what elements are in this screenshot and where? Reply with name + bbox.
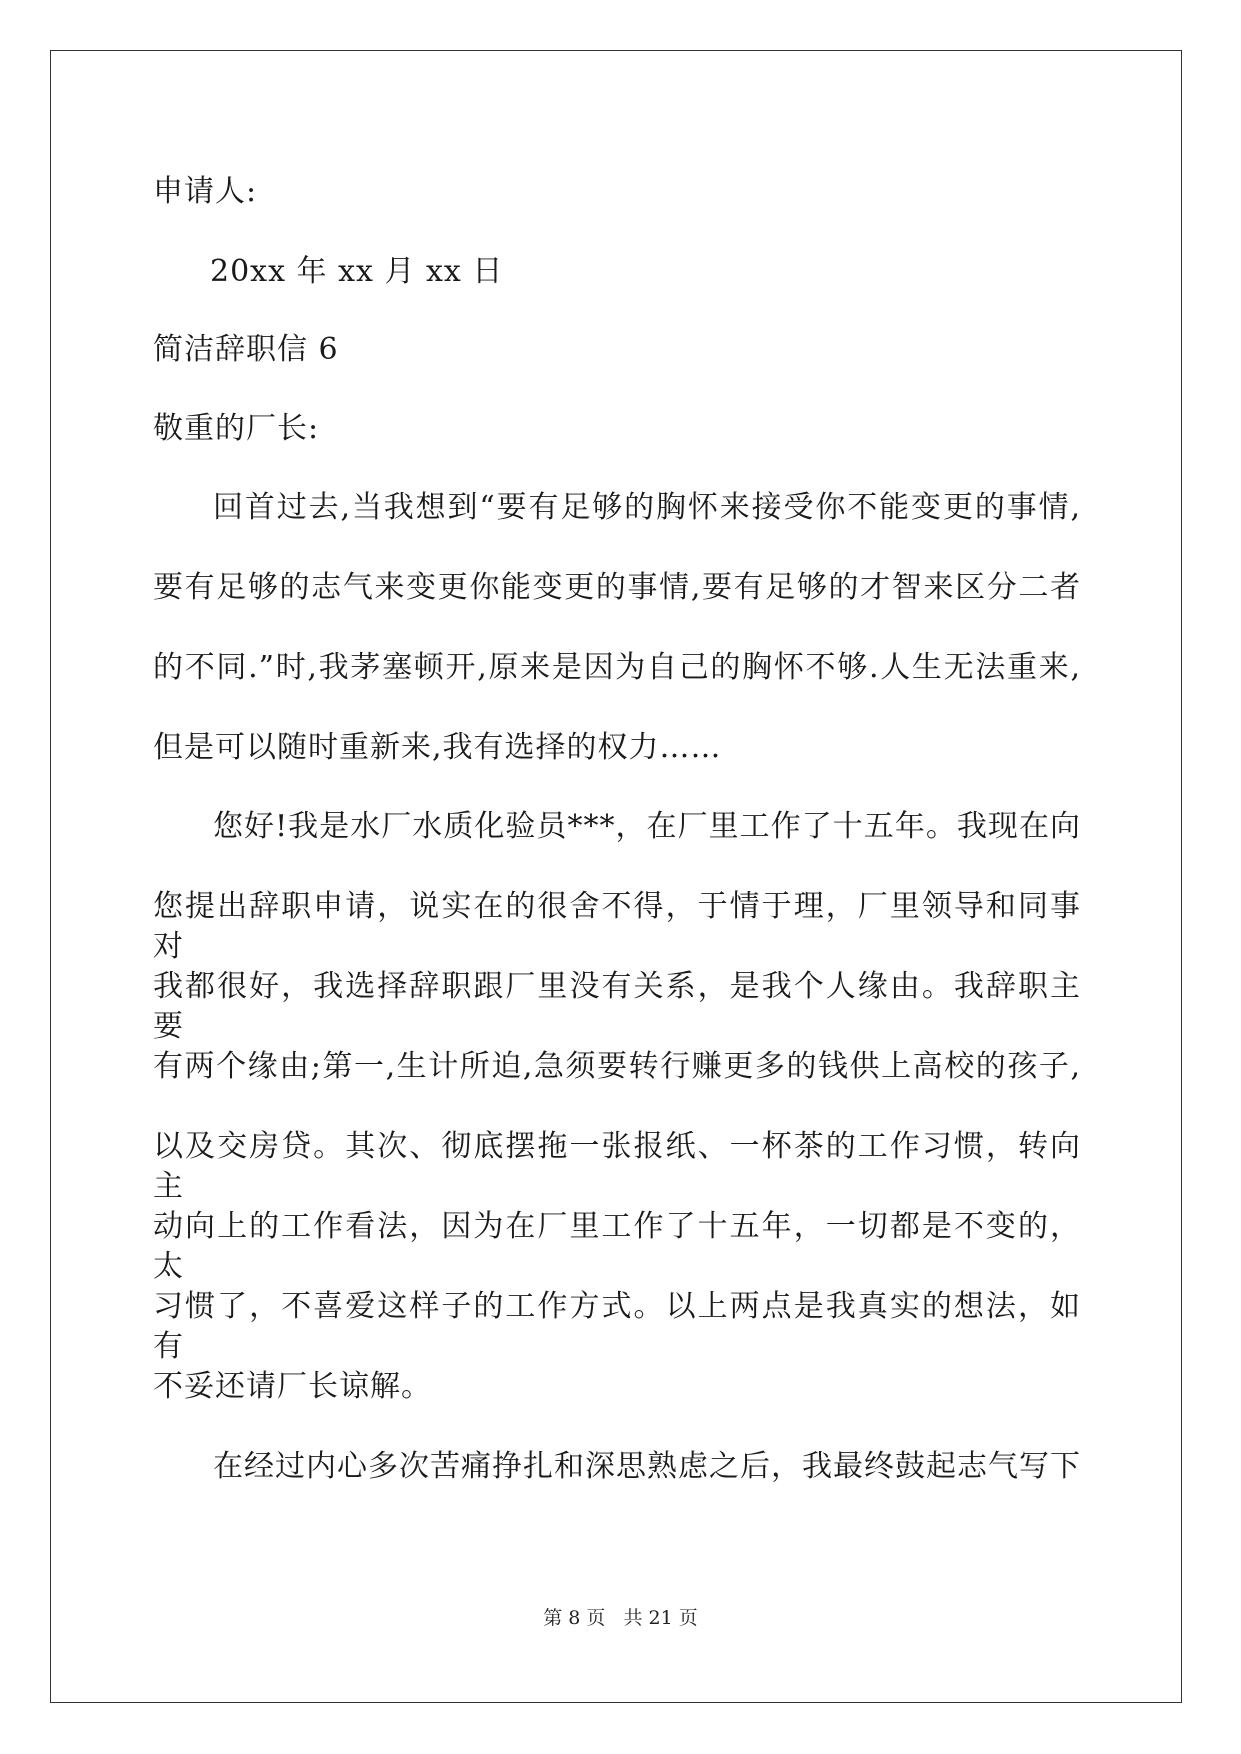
paragraph-line: 的不同.”时,我茅塞顿开,原来是因为自己的胸怀不够.人生无法重来, <box>153 650 1081 685</box>
letter-title: 简洁辞职信 6 <box>153 332 339 367</box>
paragraph-line: 回首过去,当我想到“要有足够的胸怀来接受你不能变更的事情, <box>213 490 1081 525</box>
paragraph-line: 要有足够的志气来变更你能变更的事情,要有足够的才智来区分二者 <box>153 570 1081 605</box>
paragraph-line: 不妥还请厂长谅解。 <box>153 1369 432 1404</box>
applicant-label: 申请人: <box>153 174 258 209</box>
date-line: 20xx 年 xx 月 xx 日 <box>210 254 504 289</box>
paragraph-line: 动向上的工作看法，因为在厂里工作了十五年，一切都是不变的，太 <box>153 1209 1081 1284</box>
paragraph-line: 但是可以随时重新来,我有选择的权力…… <box>153 730 722 765</box>
paragraph-line: 您提出辞职申请，说实在的很舍不得，于情于理，厂里领导和同事对 <box>153 889 1081 964</box>
paragraph-line: 我都很好，我选择辞职跟厂里没有关系，是我个人缘由。我辞职主要 <box>153 969 1081 1044</box>
page-footer <box>0 1606 1241 1630</box>
paragraph-line: 以及交房贷。其次、彻底摆拖一张报纸、一杯茶的工作习惯，转向主 <box>153 1129 1081 1204</box>
paragraph-line: 您好!我是水厂水质化验员***，在厂里工作了十五年。我现在向 <box>213 809 1081 844</box>
paragraph-line: 有两个缘由;第一,生计所迫,急须要转行赚更多的钱供上高校的孩子, <box>153 1049 1081 1084</box>
paragraph-line: 习惯了，不喜爱这样子的工作方式。以上两点是我真实的想法，如有 <box>153 1289 1081 1364</box>
page-number-total: 共 21 页 <box>623 1607 698 1629</box>
page-number-current: 第 8 页 <box>543 1607 606 1629</box>
paragraph-line: 在经过内心多次苦痛挣扎和深思熟虑之后，我最终鼓起志气写下 <box>213 1449 1081 1484</box>
salutation: 敬重的厂长: <box>153 411 320 446</box>
